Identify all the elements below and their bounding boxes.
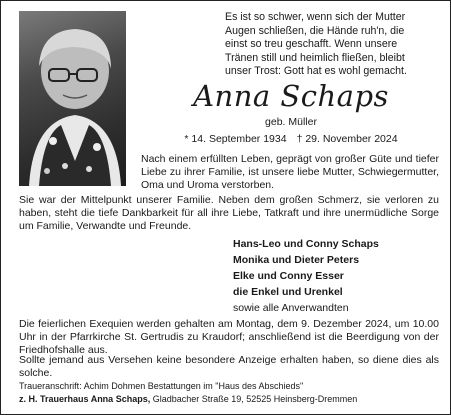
- portrait-photo: [19, 11, 126, 186]
- family-paragraph: Sie war der Mittelpunkt unserer Familie. Neben dem großen Schmerz, sie verloren zu haben, steht die tiefe Dankbarkeit für all ihre Liebe, Tatkraft und ihre unermüdliche Sorge um Familie, Verwandte und Freunde.: [19, 194, 439, 232]
- service-paragraph: Die feierlichen Exequien werden gehalten am Montag, dem 9. Dezember 2024, um 10.00 Uhr in der Pfarrkirche St. Gertrudis zu Kraudorf; anschließend ist die Beerdigung von der Friedhofshalle aus.: [19, 318, 439, 356]
- maiden-name: geb. Müller: [265, 116, 317, 128]
- mourner-entry: Hans-Leo und Conny Schaps: [233, 238, 379, 250]
- address-street: Gladbacher Straße 19, 52525 Heinsberg-Dremmen: [150, 393, 358, 404]
- birth-date: * 14. September 1934: [184, 133, 287, 145]
- memorial-poem: Es ist so schwer, wenn sich der Mutter Augen schließen, die Hände ruh'n, die einst so treu geschafft. Wenn unsere Tränen still und heimlich fließen, bleibt unser Trost: Gott hat es wohl gemacht.: [225, 11, 407, 78]
- address-line-2: [19, 393, 439, 406]
- mourning-address: [19, 380, 439, 405]
- notice-paragraph: Sollte jemand aus Versehen keine besondere Anzeige erhalten haben, so diene dies als solche.: [19, 354, 439, 379]
- mourners-closing: sowie alle Anverwandten: [233, 302, 349, 314]
- mourner-entry: die Enkel und Urenkel: [233, 286, 343, 298]
- mourner-entry: Monika und Dieter Peters: [233, 254, 360, 266]
- mourner-entry: Elke und Conny Esser: [233, 270, 344, 282]
- death-date: † 29. November 2024: [296, 133, 398, 145]
- mourners-list: [233, 236, 443, 316]
- portrait-illustration: [19, 11, 126, 186]
- life-paragraph: Nach einem erfüllten Leben, geprägt von großer Güte und tiefer Liebe zu ihrer Familie, ist unsere liebe Mutter, Schwiegermutter, Oma und Uroma verstorben.: [141, 153, 439, 191]
- address-recipient: z. H. Trauerhaus Anna Schaps,: [19, 393, 151, 404]
- deceased-name: Anna Schaps: [193, 79, 389, 113]
- life-dates: [131, 133, 451, 145]
- address-line-1: Traueranschrift: Achim Dohmen Bestattungen im "Haus des Abschieds": [19, 381, 304, 391]
